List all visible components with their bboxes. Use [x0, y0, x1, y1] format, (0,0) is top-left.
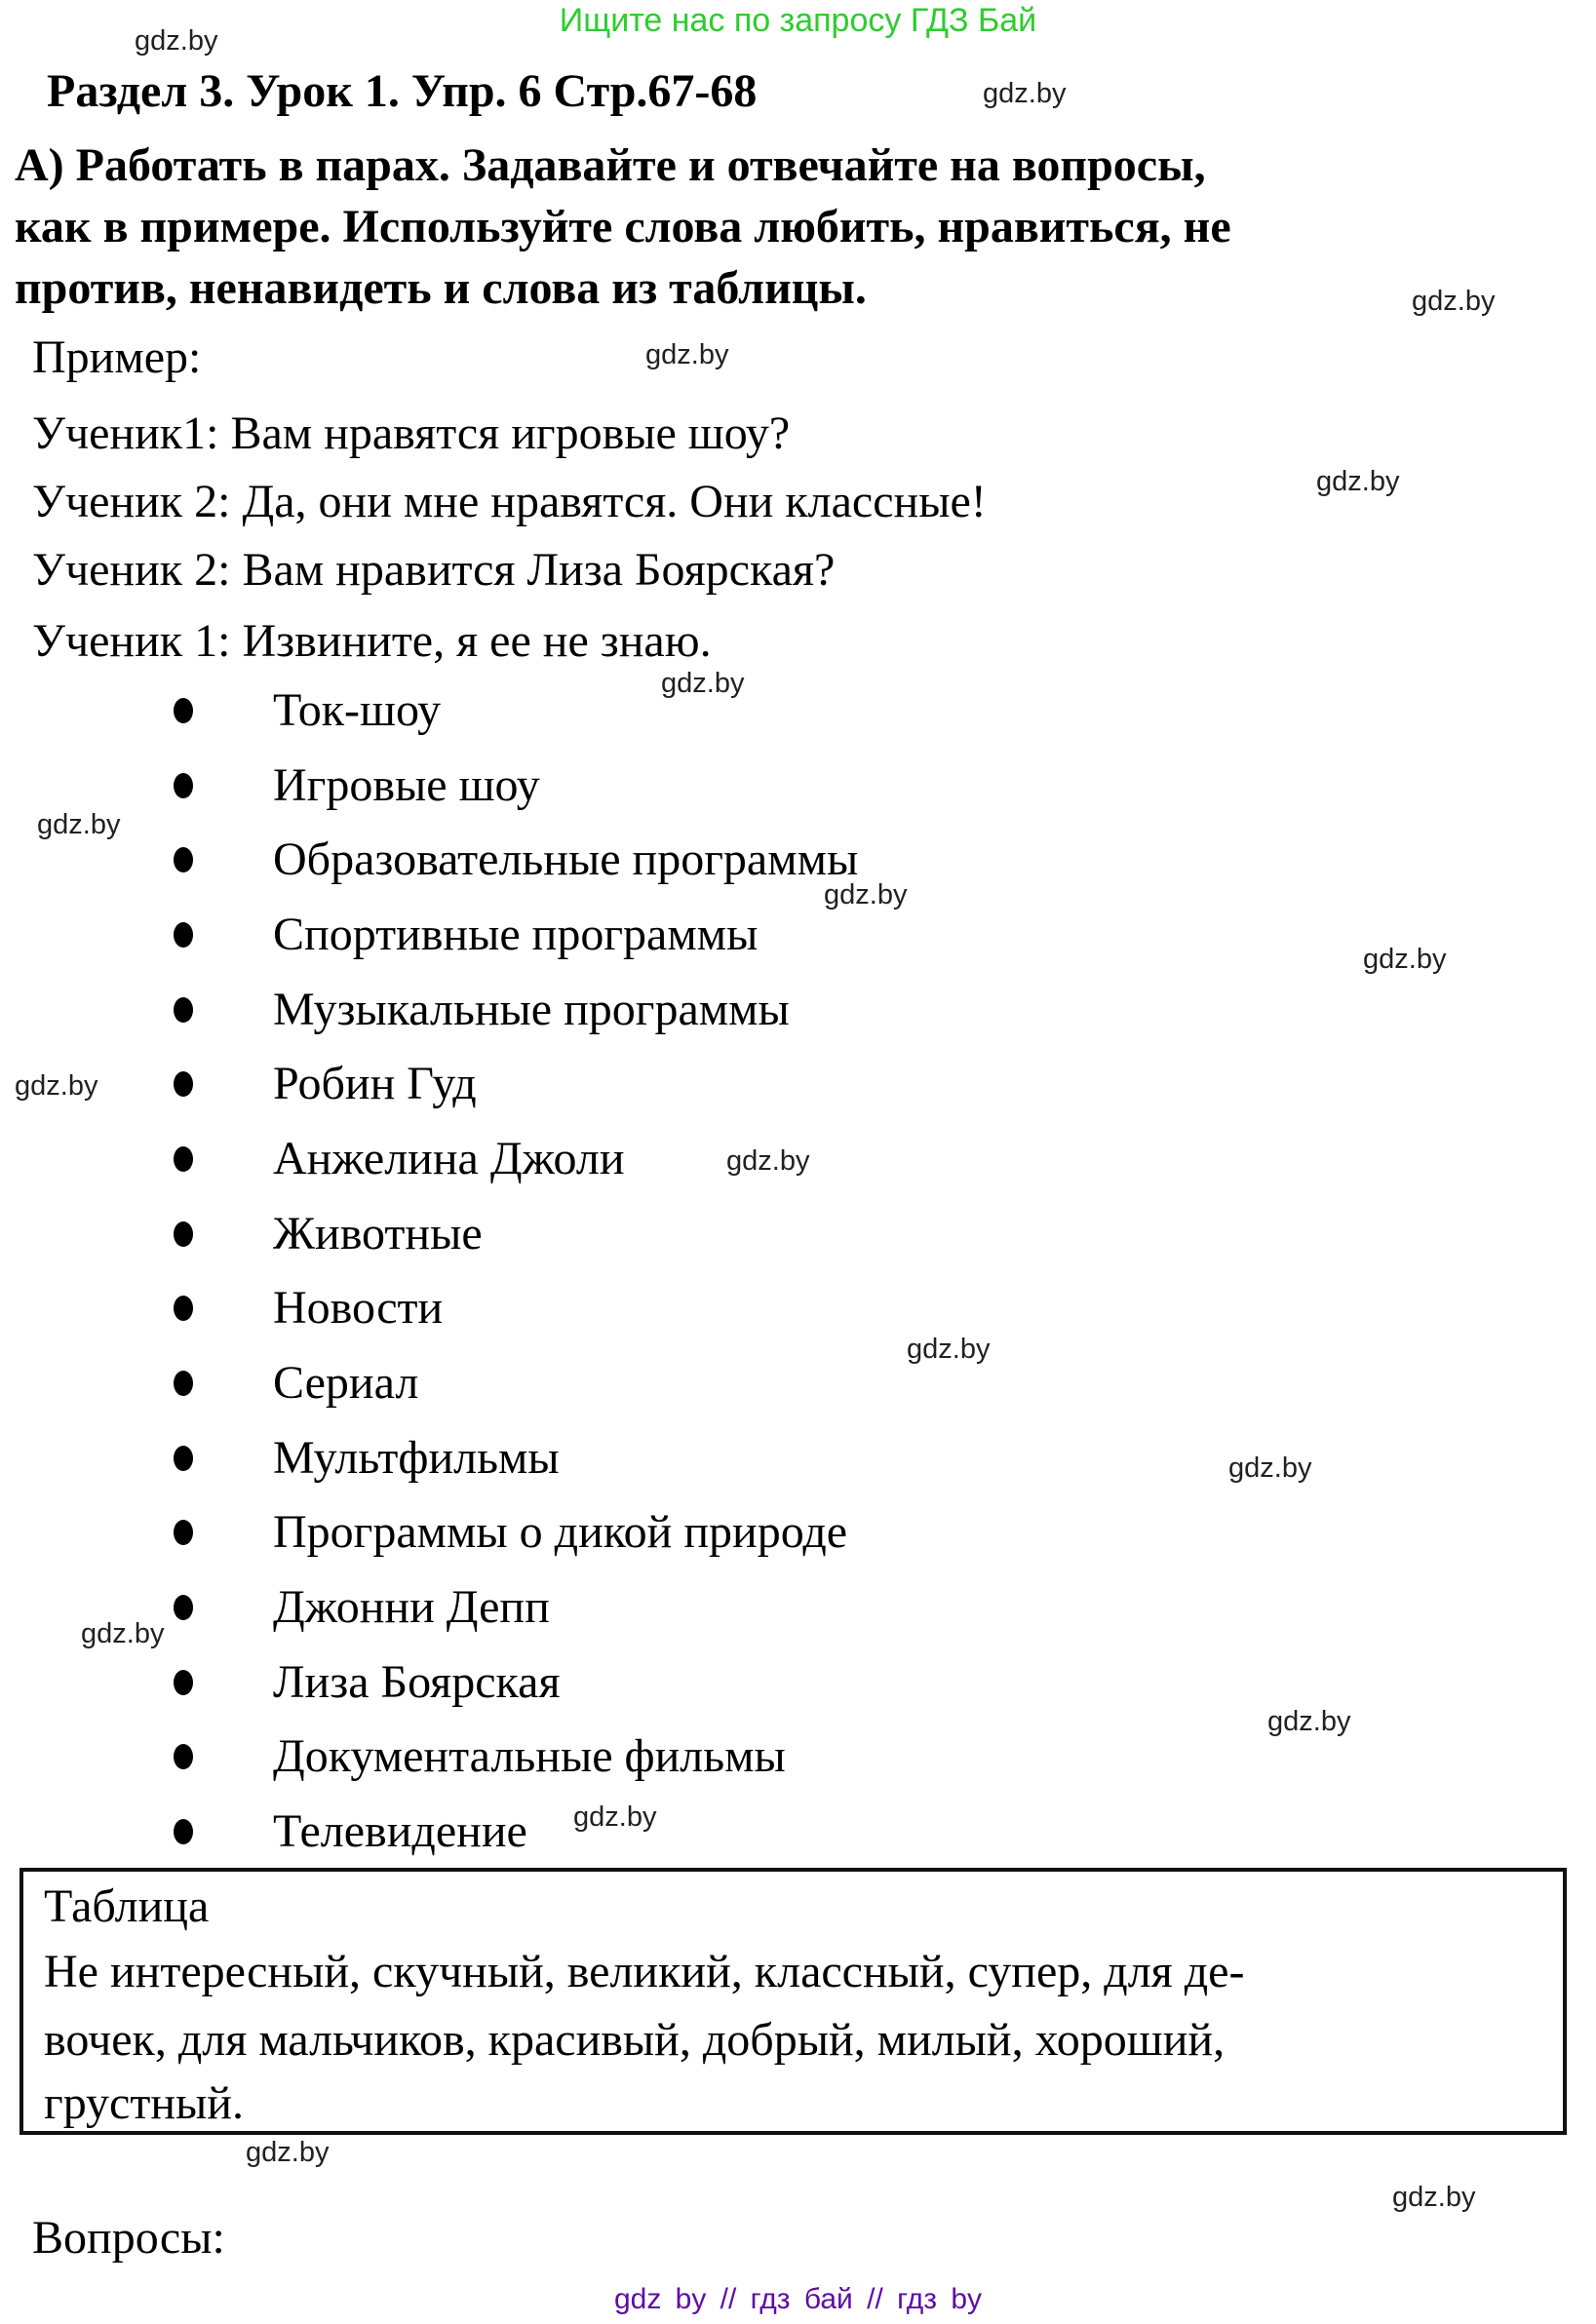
list-item-label: Сериал	[273, 1357, 419, 1409]
list-item-label: Игровые шоу	[273, 759, 540, 811]
gdz-watermark: gdz.by	[246, 2137, 330, 2168]
list-item	[171, 1206, 483, 1262]
gdz-watermark: gdz.by	[573, 1801, 657, 1833]
list-item	[171, 1280, 443, 1336]
list-item	[171, 1654, 561, 1711]
gdz-watermark: gdz.by	[135, 25, 218, 57]
instruction-line: против, ненавидеть и слова из таблицы.	[15, 262, 867, 314]
list-item-label: Образовательные программы	[273, 833, 859, 885]
bullet-icon	[174, 1371, 193, 1396]
gdz-watermark: gdz.by	[37, 809, 121, 840]
bullet-icon	[174, 997, 193, 1023]
example-label: Пример:	[32, 331, 202, 383]
word-table	[19, 1868, 1567, 2135]
bullet-icon	[174, 1221, 193, 1247]
list-item	[171, 1728, 786, 1785]
bullet-icon	[174, 1520, 193, 1545]
list-item-label: Мультфильмы	[273, 1432, 560, 1484]
gdz-watermark: gdz.by	[983, 78, 1067, 109]
gdz-watermark: gdz.by	[15, 1070, 98, 1102]
list-item	[171, 1579, 550, 1636]
bullet-icon	[174, 1819, 193, 1844]
list-item-label: Телевидение	[273, 1805, 527, 1857]
gdz-watermark: gdz.by	[824, 879, 908, 910]
gdz-watermark: gdz.by	[645, 339, 729, 370]
table-line: Не интересный, скучный, великий, классный, супер, для де-	[44, 1946, 1245, 1997]
list-item	[171, 982, 790, 1038]
bullet-icon	[174, 1595, 193, 1620]
bullet-icon	[174, 847, 193, 872]
list-item-label: Джонни Депп	[273, 1581, 550, 1633]
bullet-icon	[174, 922, 193, 948]
list-item	[171, 1803, 527, 1860]
instruction-line: А) Работать в парах. Задавайте и отвечайте на вопросы,	[15, 139, 1206, 191]
table-line: грустный.	[44, 2077, 244, 2129]
bullet-icon	[174, 1744, 193, 1769]
gdz-watermark: gdz.by	[726, 1145, 810, 1177]
gdz-watermark: gdz.by	[1363, 944, 1447, 975]
bullet-icon	[174, 1446, 193, 1471]
dialog-line: Ученик 2: Вам нравится Лиза Боярская?	[32, 544, 836, 596]
bullet-icon	[174, 698, 193, 723]
list-item	[171, 1430, 560, 1487]
table-line: вочек, для мальчиков, красивый, добрый, милый, хороший,	[44, 2014, 1226, 2066]
bullet-icon	[174, 1146, 193, 1172]
list-item-label: Новости	[273, 1282, 444, 1334]
bullet-icon	[174, 1296, 193, 1321]
exercise-title: Раздел 3. Урок 1. Упр. 6 Стр.67-68	[47, 65, 758, 117]
gdz-watermark: gdz.by	[1267, 1706, 1351, 1737]
list-item-label: Музыкальные программы	[273, 984, 790, 1035]
list-item-label: Программы о дикой природе	[273, 1506, 848, 1558]
list-item-label: Лиза Боярская	[273, 1656, 561, 1708]
table-title: Таблица	[44, 1880, 210, 1932]
dialog-line: Ученик1: Вам нравятся игровые шоу?	[32, 407, 791, 459]
instruction-line: как в примере. Используйте слова любить, нравиться, не	[15, 201, 1231, 252]
list-item	[171, 1504, 847, 1561]
list-item	[171, 1056, 477, 1112]
list-item-label: Анжелина Джоли	[273, 1133, 625, 1184]
dialog-line: Ученик 2: Да, они мне нравятся. Они классные!	[32, 476, 987, 527]
list-item	[171, 907, 758, 963]
gdz-watermark: gdz.by	[81, 1618, 165, 1649]
list-item	[171, 757, 540, 814]
bullet-icon	[174, 1670, 193, 1695]
promo-banner: Ищите нас по запросу ГДЗ Бай	[559, 2, 1037, 39]
gdz-watermark: gdz.by	[907, 1334, 991, 1365]
dialog-line: Ученик 1: Извините, я ее не знаю.	[32, 615, 712, 667]
list-item	[171, 682, 441, 739]
gdz-watermark: gdz.by	[1316, 466, 1400, 497]
list-item-label: Ток-шоу	[273, 684, 442, 736]
list-item-label: Спортивные программы	[273, 909, 759, 960]
list-item	[171, 1355, 418, 1412]
list-item	[171, 832, 858, 888]
gdz-watermark: gdz.by	[1228, 1452, 1312, 1484]
bullet-icon	[174, 1071, 193, 1097]
list-item	[171, 1131, 625, 1187]
list-item-label: Документальные фильмы	[273, 1730, 786, 1782]
questions-label: Вопросы:	[32, 2212, 225, 2264]
bullet-icon	[174, 773, 193, 798]
gdz-watermark: gdz.by	[1412, 286, 1496, 317]
footer-watermark: gdz by // гдз бай // гдз by	[613, 2283, 983, 2315]
list-item-label: Робин Гуд	[273, 1058, 477, 1109]
list-item-label: Животные	[273, 1208, 483, 1259]
gdz-watermark: gdz.by	[1392, 2182, 1476, 2213]
gdz-watermark: gdz.by	[661, 668, 745, 699]
